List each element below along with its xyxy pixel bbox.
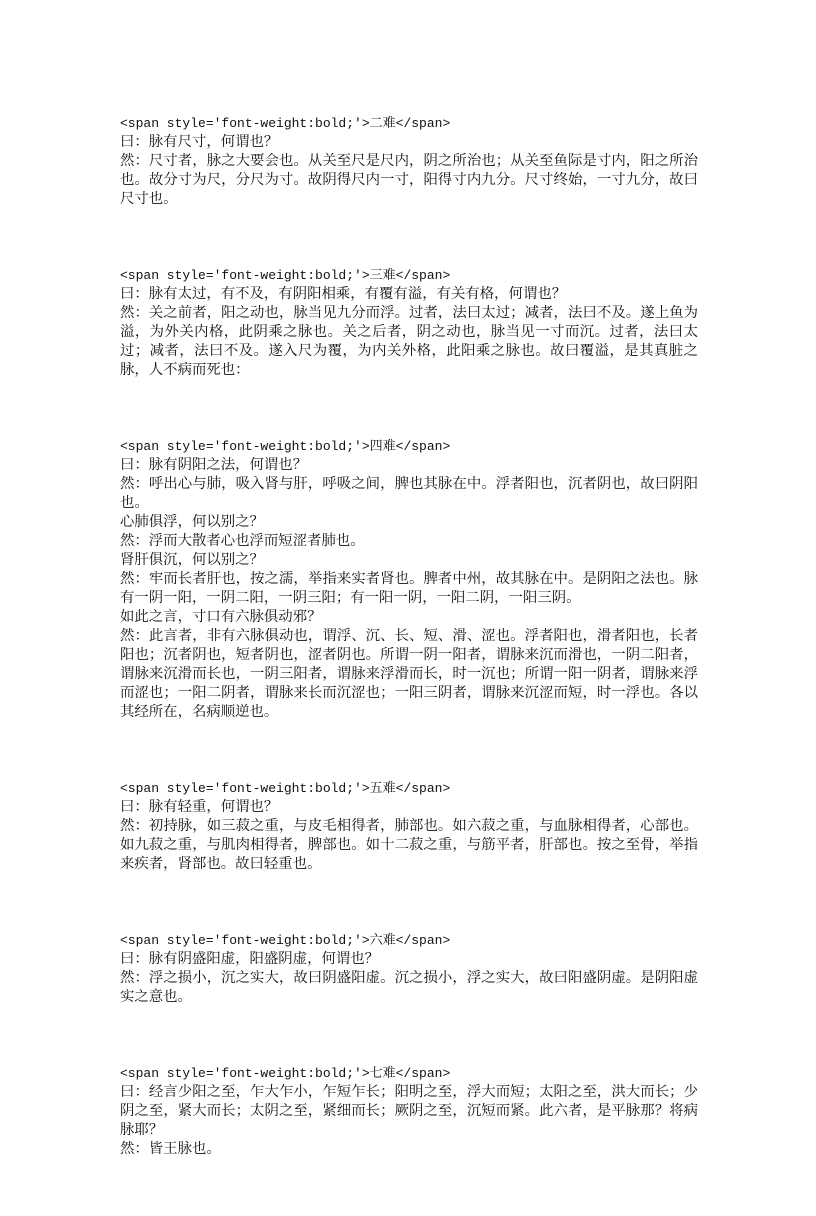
section-heading: <span style='font-weight:bold;'>二难</span> — [120, 116, 451, 131]
question-line: 心肺俱浮，何以别之？ — [120, 514, 264, 530]
section-6 — [120, 931, 698, 1007]
answer-line: 然：浮而大散者心也浮而短涩者肺也。 — [120, 533, 365, 549]
answer-line: 然：此言者，非有六脉俱动也，谓浮、沉、长、短、滑、涩也。浮者阳也，滑者阳也，长者阳也；沉者阴也，短者阴也，涩者阴也。所谓一阴一阳者，谓脉来沉而滑也，一阴二阳者，谓脉来沉滑而长也，一阴三阳者，谓脉来浮滑而长，时一沉也；所谓一阳一阴者，谓脉来浮而涩也；一阳二阴者，谓脉来长而沉涩也；一阳三阴者，谓脉来沉涩而短，时一浮也。各以其经所在，名病顺逆也。 — [120, 628, 698, 720]
section-7 — [120, 1064, 698, 1159]
question-line: 肾肝俱沉，何以别之？ — [120, 552, 264, 568]
question-line: 曰：脉有阴阳之法，何谓也？ — [120, 457, 308, 473]
section-heading: <span style='font-weight:bold;'>五难</span> — [120, 781, 451, 796]
question-line: 曰：经言少阳之至，乍大乍小，乍短乍长；阳明之至，浮大而短；太阳之至，洪大而长；少阴之至，紧大而长；太阴之至，紧细而长；厥阴之至，沉短而紧。此六者，是平脉那？将病脉耶？ — [120, 1084, 698, 1138]
answer-line: 然：关之前者，阳之动也，脉当见九分而浮。过者，法曰太过；减者，法曰不及。遂上鱼为溢，为外关内格，此阴乘之脉也。关之后者，阴之动也，脉当见一寸而沉。过者，法曰太过；减者，法曰不及。遂入尺为覆，为内关外格，此阳乘之脉也。故曰覆溢，是其真脏之脉，人不病而死也： — [120, 305, 698, 378]
answer-line: 然：呼出心与肺，吸入肾与肝，呼吸之间，脾也其脉在中。浮者阳也，沉者阴也，故曰阴阳也。 — [120, 476, 698, 511]
answer-line: 然：牢而长者肝也，按之濡，举指来实者肾也。脾者中州，故其脉在中。是阴阳之法也。脉有一阴一阳，一阴二阳，一阴三阳；有一阳一阴，一阳二阴，一阳三阴。 — [120, 571, 698, 606]
section-5 — [120, 779, 698, 874]
section-heading: <span style='font-weight:bold;'>四难</span> — [120, 439, 451, 454]
section-heading: <span style='font-weight:bold;'>三难</span> — [120, 268, 451, 283]
question-line: 曰：脉有阴盛阳虚，阳盛阴虚，何谓也？ — [120, 951, 380, 967]
section-3 — [120, 266, 698, 380]
question-line: 曰：脉有尺寸，何谓也？ — [120, 134, 279, 150]
section-2 — [120, 114, 698, 209]
question-line: 曰：脉有轻重，何谓也？ — [120, 799, 279, 815]
question-line: 曰：脉有太过，有不及，有阴阳相乘，有覆有溢，有关有格，何谓也？ — [120, 286, 567, 302]
section-heading: <span style='font-weight:bold;'>六难</span> — [120, 933, 451, 948]
question-line: 如此之言，寸口有六脉俱动邪？ — [120, 609, 322, 625]
answer-line: 然：皆王脉也。 — [120, 1141, 221, 1157]
answer-line: 然：初持脉，如三菽之重，与皮毛相得者，肺部也。如六菽之重，与血脉相得者，心部也。如九菽之重，与肌肉相得者，脾部也。如十二菽之重，与筋平者，肝部也。按之至骨，举指来疾者，肾部也。故曰轻重也。 — [120, 818, 698, 872]
answer-line: 然：浮之损小，沉之实大，故曰阴盛阳虚。沉之损小，浮之实大，故曰阳盛阴虚。是阴阳虚实之意也。 — [120, 970, 698, 1005]
document-page — [120, 114, 698, 1216]
section-heading: <span style='font-weight:bold;'>七难</span> — [120, 1066, 451, 1081]
section-4 — [120, 437, 698, 722]
answer-line: 然：尺寸者，脉之大要会也。从关至尺是尺内，阴之所治也；从关至鱼际是寸内，阳之所治也。故分寸为尺，分尺为寸。故阴得尺内一寸，阳得寸内九分。尺寸终始，一寸九分，故曰尺寸也。 — [120, 153, 698, 207]
